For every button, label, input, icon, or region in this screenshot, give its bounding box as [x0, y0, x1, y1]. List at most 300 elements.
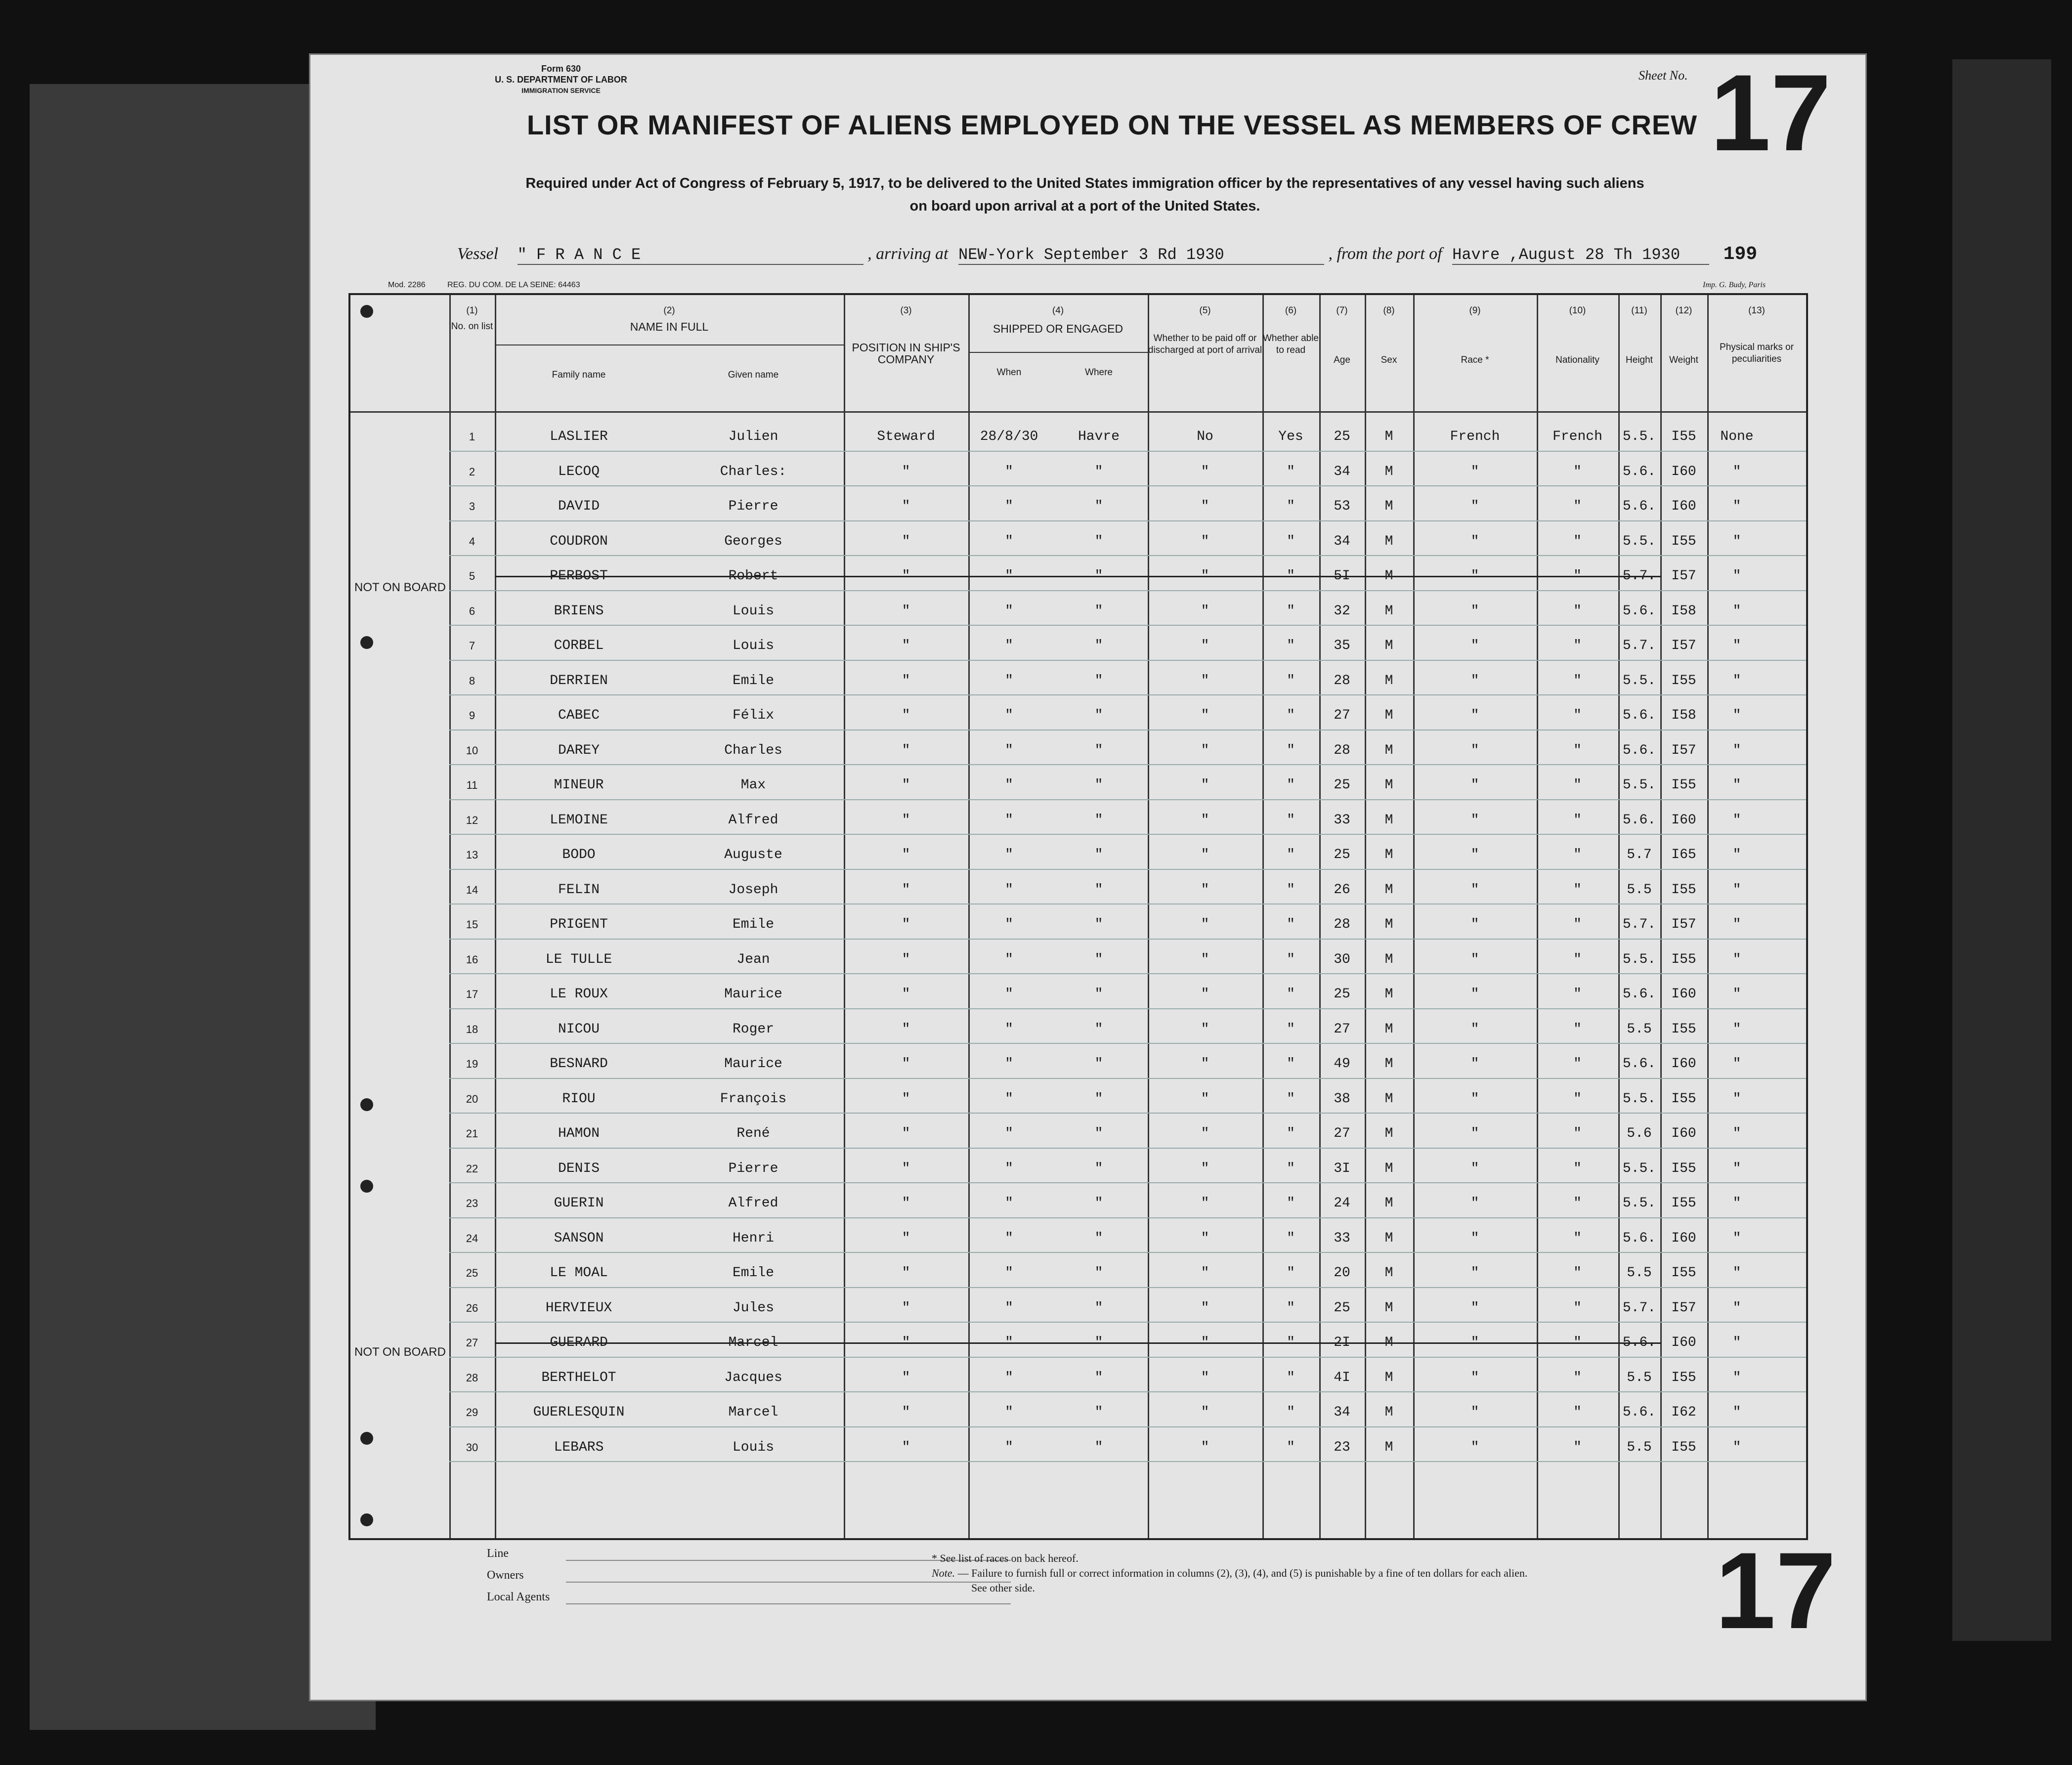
cell-given: Charles:: [720, 464, 787, 479]
cell-age: 4I: [1334, 1370, 1350, 1385]
cell-no: 7: [469, 640, 475, 652]
cell-paid: ": [1201, 638, 1209, 653]
cell-paid: ": [1201, 603, 1209, 619]
row-rule: [449, 1182, 1806, 1183]
cell-sex: M: [1384, 1056, 1393, 1072]
cell-marks: ": [1732, 917, 1741, 932]
cell-no: 23: [466, 1197, 478, 1209]
cell-when: ": [1005, 1300, 1013, 1316]
cell-read: ": [1287, 1405, 1295, 1420]
cell-paid: ": [1201, 847, 1209, 862]
local-agents-label: Local Agents: [487, 1591, 550, 1603]
cell-weight: I55: [1671, 951, 1696, 967]
row-rule: [449, 485, 1806, 486]
row-rule: [449, 1078, 1806, 1079]
cell-height: 5.6.: [1622, 708, 1656, 723]
cell-no: 20: [466, 1092, 478, 1105]
cell-race: ": [1470, 1196, 1479, 1211]
row-rule: [449, 555, 1806, 556]
cell-race: ": [1470, 708, 1479, 723]
cell-weight: I60: [1671, 1335, 1696, 1350]
cell-nat: ": [1573, 1230, 1582, 1246]
cell-marks: ": [1732, 1405, 1741, 1420]
cell-no: 29: [466, 1406, 478, 1419]
cell-when: ": [1005, 812, 1013, 828]
row-rule: [449, 1391, 1806, 1392]
cell-where: ": [1094, 1265, 1103, 1281]
cell-where: ": [1094, 638, 1103, 653]
cell-race: ": [1470, 847, 1479, 862]
cell-position: ": [902, 638, 910, 653]
cell-given: Louis: [732, 638, 774, 653]
cell-read: ": [1287, 812, 1295, 828]
col6-label: Whether able to read: [1262, 333, 1319, 355]
cell-sex: M: [1384, 708, 1393, 723]
from-label: , from the port of: [1328, 245, 1442, 263]
cell-race: ": [1470, 568, 1479, 584]
cell-family: GUERLESQUIN: [533, 1405, 625, 1420]
cell-marks: ": [1732, 464, 1741, 479]
col-sep: [1413, 295, 1415, 1538]
cell-position: ": [902, 568, 910, 584]
col-sep: [844, 295, 845, 1538]
background-sheet-right: [1952, 59, 2051, 1641]
cell-position: ": [902, 603, 910, 619]
cell-family: HERVIEUX: [545, 1300, 612, 1316]
cell-marks: ": [1732, 708, 1741, 723]
col-sep: [1262, 295, 1264, 1538]
cell-age: 35: [1334, 638, 1350, 653]
row-rule: [449, 1461, 1806, 1462]
col11-header: [1618, 305, 1660, 366]
cell-when: ": [1005, 1335, 1013, 1350]
cell-race: French: [1450, 429, 1500, 444]
cell-race: ": [1470, 1056, 1479, 1072]
cell-age: 33: [1334, 1230, 1350, 1246]
cell-nat: ": [1573, 812, 1582, 828]
cell-sex: M: [1384, 1230, 1393, 1246]
cell-where: ": [1094, 742, 1103, 758]
cell-marks: ": [1732, 987, 1741, 1002]
vessel-name: " F R A N C E: [518, 246, 863, 265]
note-label: Note.: [932, 1567, 955, 1579]
cell-age: 25: [1334, 429, 1350, 444]
cell-paid: ": [1201, 568, 1209, 584]
row-rule: [449, 520, 1806, 521]
cell-read: ": [1287, 1370, 1295, 1385]
cell-read: ": [1287, 533, 1295, 549]
cell-weight: I57: [1671, 568, 1696, 584]
cell-given: Louis: [732, 1439, 774, 1455]
cell-marks: ": [1732, 638, 1741, 653]
cell-marks: ": [1732, 742, 1741, 758]
cell-nat: ": [1573, 1439, 1582, 1455]
cell-age: 33: [1334, 812, 1350, 828]
cell-family: LE TULLE: [545, 951, 612, 967]
cell-sex: M: [1384, 1335, 1393, 1350]
subtitle-line-1: Required under Act of Congress of February 5, 1917, to be delivered to the United States immigration officer by the representatives of any vessel having such aliens: [525, 175, 1644, 191]
cell-race: ": [1470, 533, 1479, 549]
row-rule: [449, 1426, 1806, 1427]
cell-height: 5.6.: [1622, 499, 1656, 514]
cell-sex: M: [1384, 951, 1393, 967]
cell-age: 34: [1334, 533, 1350, 549]
cell-no: 19: [466, 1058, 478, 1070]
cell-no: 15: [466, 918, 478, 931]
bottom-sheet-number: 17: [1715, 1530, 1836, 1651]
cell-sex: M: [1384, 638, 1393, 653]
strike-through-line: [495, 576, 1661, 577]
cell-paid: ": [1201, 917, 1209, 932]
cell-weight: I55: [1671, 1196, 1696, 1211]
cell-age: 2I: [1334, 1335, 1350, 1350]
cell-when: ": [1005, 1439, 1013, 1455]
cell-when: ": [1005, 1265, 1013, 1281]
cell-position: ": [902, 987, 910, 1002]
cell-given: Jacques: [724, 1370, 782, 1385]
cell-height: 5.5.: [1622, 673, 1656, 689]
cell-given: Joseph: [728, 882, 778, 898]
col9-num: (9): [1469, 305, 1481, 316]
cell-where: Havre: [1078, 429, 1120, 444]
cell-given: Marcel: [728, 1335, 778, 1350]
cell-weight: I55: [1671, 1161, 1696, 1176]
cell-read: ": [1287, 638, 1295, 653]
cell-age: 38: [1334, 1091, 1350, 1107]
cell-where: ": [1094, 1370, 1103, 1385]
col2-given-label: Given name: [728, 370, 779, 380]
punch-hole: [360, 636, 373, 649]
cell-age: 49: [1334, 1056, 1350, 1072]
cell-given: Roger: [732, 1021, 774, 1037]
cell-nat: ": [1573, 1126, 1582, 1141]
cell-no: 9: [469, 709, 475, 722]
col-sep: [495, 295, 496, 1538]
cell-read: Yes: [1278, 429, 1303, 444]
cell-height: 5.7.: [1622, 917, 1656, 932]
cell-marks: ": [1732, 882, 1741, 898]
cell-marks: ": [1732, 1300, 1741, 1316]
cell-sex: M: [1384, 673, 1393, 689]
cell-no: 6: [469, 604, 475, 617]
cell-family: BERTHELOT: [541, 1370, 616, 1385]
col13-label: Physical marks or peculiarities: [1720, 342, 1794, 364]
cell-read: ": [1287, 847, 1295, 862]
col-sep: [1319, 295, 1321, 1538]
form-number: Form 630: [541, 64, 581, 74]
cell-sex: M: [1384, 1439, 1393, 1455]
cell-paid: ": [1201, 987, 1209, 1002]
cell-read: ": [1287, 603, 1295, 619]
cell-nat: ": [1573, 1370, 1582, 1385]
cell-read: ": [1287, 777, 1295, 793]
col2-family-label: Family name: [552, 370, 606, 380]
cell-where: ": [1094, 1161, 1103, 1176]
cell-no: 30: [466, 1441, 478, 1454]
cell-height: 5.5.: [1622, 1091, 1656, 1107]
col7-label: Age: [1334, 355, 1350, 365]
col13-header: [1707, 305, 1806, 365]
cell-height: 5.7.: [1622, 1300, 1656, 1316]
cell-weight: I60: [1671, 987, 1696, 1002]
cell-no: 26: [466, 1301, 478, 1314]
cell-read: ": [1287, 1265, 1295, 1281]
cell-family: COUDRON: [550, 533, 608, 549]
strike-through-line: [495, 1342, 1661, 1344]
cell-marks: ": [1732, 568, 1741, 584]
cell-sex: M: [1384, 499, 1393, 514]
cell-read: ": [1287, 987, 1295, 1002]
cell-sex: M: [1384, 533, 1393, 549]
col3-header: [844, 305, 968, 365]
cell-read: ": [1287, 1439, 1295, 1455]
cell-when: ": [1005, 673, 1013, 689]
cell-where: ": [1094, 1056, 1103, 1072]
cell-when: ": [1005, 638, 1013, 653]
agents-rule: [566, 1603, 1011, 1604]
punch-hole: [360, 1513, 373, 1526]
cell-age: 30: [1334, 951, 1350, 967]
cell-position: ": [902, 1161, 910, 1176]
cell-given: François: [720, 1091, 787, 1107]
subtitle: [428, 172, 1742, 217]
cell-nat: French: [1553, 429, 1602, 444]
cell-weight: I55: [1671, 777, 1696, 793]
cell-when: ": [1005, 882, 1013, 898]
cell-given: Félix: [732, 708, 774, 723]
cell-marks: ": [1732, 499, 1741, 514]
cell-position: ": [902, 1265, 910, 1281]
cell-where: ": [1094, 777, 1103, 793]
cell-marks: ": [1732, 1335, 1741, 1350]
cell-race: ": [1470, 951, 1479, 967]
cell-position: ": [902, 1091, 910, 1107]
cell-given: Henri: [732, 1230, 774, 1246]
cell-age: 25: [1334, 1300, 1350, 1316]
cell-where: ": [1094, 603, 1103, 619]
cell-given: Emile: [732, 917, 774, 932]
cell-race: ": [1470, 917, 1479, 932]
sheet-number: 17: [1710, 52, 1831, 173]
row-rule: [449, 590, 1806, 591]
cell-height: 5.7.: [1622, 568, 1656, 584]
form-header: [423, 63, 699, 96]
department: U. S. DEPARTMENT OF LABOR: [495, 75, 627, 85]
line-label: Line: [487, 1547, 509, 1560]
cell-no: 17: [466, 988, 478, 1000]
arriving-label: , arriving at: [867, 245, 949, 263]
cell-paid: ": [1201, 1056, 1209, 1072]
cell-read: ": [1287, 464, 1295, 479]
cell-paid: ": [1201, 533, 1209, 549]
cell-given: Charles: [724, 742, 782, 758]
cell-weight: I60: [1671, 499, 1696, 514]
row-rule: [449, 1113, 1806, 1114]
col9-header: [1413, 305, 1537, 366]
cell-paid: ": [1201, 742, 1209, 758]
cell-where: ": [1094, 533, 1103, 549]
manifest-table: [348, 293, 1808, 1540]
vessel-line: [457, 244, 1757, 265]
cell-given: Emile: [732, 673, 774, 689]
cell-height: 5.6.: [1622, 464, 1656, 479]
cell-age: 25: [1334, 777, 1350, 793]
cell-paid: ": [1201, 1091, 1209, 1107]
cell-marks: ": [1732, 951, 1741, 967]
cell-paid: ": [1201, 882, 1209, 898]
row-rule: [449, 1217, 1806, 1218]
cell-family: LEMOINE: [550, 812, 608, 828]
cell-race: ": [1470, 1126, 1479, 1141]
cell-no: 18: [466, 1023, 478, 1035]
not-on-board-stamp: NOT ON BOARD: [354, 581, 446, 594]
cell-weight: I60: [1671, 1126, 1696, 1141]
cell-sex: M: [1384, 882, 1393, 898]
cell-weight: I65: [1671, 847, 1696, 862]
cell-read: ": [1287, 1126, 1295, 1141]
cell-family: BRIENS: [554, 603, 604, 619]
cell-weight: I60: [1671, 464, 1696, 479]
cell-sex: M: [1384, 847, 1393, 862]
cell-no: 16: [466, 953, 478, 966]
cell-weight: I55: [1671, 1265, 1696, 1281]
cell-family: DAVID: [558, 499, 600, 514]
cell-height: 5.6.: [1622, 1230, 1656, 1246]
row-rule: [449, 973, 1806, 974]
cell-when: ": [1005, 464, 1013, 479]
cell-paid: ": [1201, 499, 1209, 514]
row-rule: [449, 730, 1806, 731]
cell-marks: ": [1732, 1265, 1741, 1281]
col10-num: (10): [1569, 305, 1586, 316]
col9-label: Race *: [1461, 355, 1489, 365]
cell-age: 26: [1334, 882, 1350, 898]
col4-header: [968, 305, 1148, 335]
cell-weight: I55: [1671, 533, 1696, 549]
punch-hole: [360, 1098, 373, 1111]
cell-weight: I55: [1671, 1091, 1696, 1107]
cell-nat: ": [1573, 1021, 1582, 1037]
cell-no: 27: [466, 1336, 478, 1349]
cell-height: 5.6.: [1622, 742, 1656, 758]
col-sep: [1148, 295, 1149, 1538]
cell-when: ": [1005, 533, 1013, 549]
cell-when: ": [1005, 987, 1013, 1002]
cell-height: 5.5.: [1622, 777, 1656, 793]
col3-num: (3): [900, 305, 912, 316]
cell-when: ": [1005, 1370, 1013, 1385]
cell-sex: M: [1384, 917, 1393, 932]
col8-num: (8): [1383, 305, 1395, 316]
cell-marks: None: [1720, 429, 1754, 444]
cell-race: ": [1470, 1439, 1479, 1455]
cell-paid: ": [1201, 708, 1209, 723]
cell-race: ": [1470, 1265, 1479, 1281]
col-sep: [449, 295, 451, 1538]
cell-nat: ": [1573, 708, 1582, 723]
cell-nat: ": [1573, 533, 1582, 549]
cell-family: HAMON: [558, 1126, 600, 1141]
cell-given: Julien: [728, 429, 778, 444]
cell-height: 5.7: [1627, 847, 1652, 862]
cell-where: ": [1094, 1196, 1103, 1211]
cell-position: ": [902, 1126, 910, 1141]
cell-family: LECOQ: [558, 464, 600, 479]
cell-height: 5.5: [1627, 882, 1652, 898]
cell-marks: ": [1732, 673, 1741, 689]
cell-family: GUERARD: [550, 1335, 608, 1350]
fine-note: [932, 1566, 1527, 1581]
cell-when: ": [1005, 499, 1013, 514]
cell-marks: ": [1732, 812, 1741, 828]
cell-paid: ": [1201, 1335, 1209, 1350]
col5-header: [1148, 305, 1262, 356]
cell-race: ": [1470, 673, 1479, 689]
cell-race: ": [1470, 777, 1479, 793]
cell-where: ": [1094, 708, 1103, 723]
row-rule: [449, 625, 1806, 626]
cell-paid: ": [1201, 1196, 1209, 1211]
cell-height: 5.5.: [1622, 429, 1656, 444]
row-rule: [449, 1357, 1806, 1358]
cell-nat: ": [1573, 987, 1582, 1002]
cell-given: Emile: [732, 1265, 774, 1281]
cell-weight: I60: [1671, 1056, 1696, 1072]
cell-age: 28: [1334, 673, 1350, 689]
cell-age: 25: [1334, 847, 1350, 862]
cell-race: ": [1470, 742, 1479, 758]
cell-position: ": [902, 1335, 910, 1350]
col5-num: (5): [1199, 305, 1211, 316]
imprimeur: Imp. G. Budy, Paris: [1703, 281, 1766, 289]
cell-marks: ": [1732, 1230, 1741, 1246]
col7-header: [1319, 305, 1365, 366]
cell-nat: ": [1573, 917, 1582, 932]
header-divider: [350, 411, 1806, 413]
cell-nat: ": [1573, 742, 1582, 758]
cell-weight: I60: [1671, 1230, 1696, 1246]
shipped-subdivider: [968, 352, 1148, 353]
cell-read: ": [1287, 673, 1295, 689]
cell-read: ": [1287, 1091, 1295, 1107]
cell-race: ": [1470, 499, 1479, 514]
cell-height: 5.6.: [1622, 603, 1656, 619]
cell-position: ": [902, 1405, 910, 1420]
cell-where: ": [1094, 1439, 1103, 1455]
row-rule: [449, 1148, 1806, 1149]
cell-when: 28/8/30: [980, 429, 1038, 444]
mod-number: Mod. 2286: [388, 281, 426, 289]
cell-sex: M: [1384, 742, 1393, 758]
cell-age: 34: [1334, 1405, 1350, 1420]
footer-labels: [487, 1546, 550, 1604]
races-note: * See list of races on back hereof.: [932, 1552, 1079, 1564]
col4-label: SHIPPED OR ENGAGED: [993, 322, 1123, 335]
cell-given: René: [736, 1126, 770, 1141]
cell-paid: ": [1201, 1230, 1209, 1246]
cell-paid: ": [1201, 1439, 1209, 1455]
cell-sex: M: [1384, 1405, 1393, 1420]
col10-label: Nationality: [1555, 355, 1599, 365]
col-sep: [1618, 295, 1620, 1538]
cell-where: ": [1094, 499, 1103, 514]
cell-position: ": [902, 777, 910, 793]
cell-given: Alfred: [728, 812, 778, 828]
cell-sex: M: [1384, 812, 1393, 828]
col10-header: [1537, 305, 1618, 366]
cell-nat: ": [1573, 499, 1582, 514]
cell-sex: M: [1384, 429, 1393, 444]
